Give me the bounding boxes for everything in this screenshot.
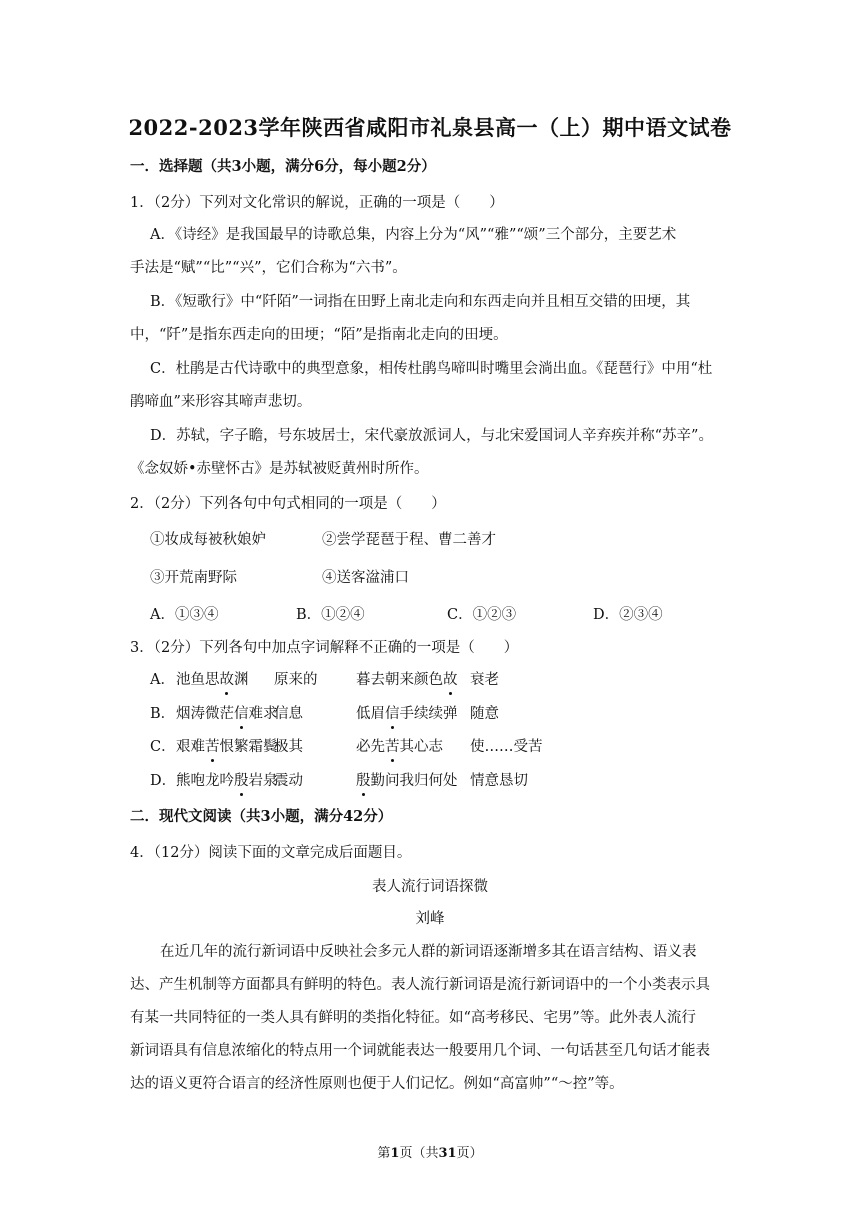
q3-explanation: 使……受苦 — [470, 739, 543, 755]
q3-option-b — [150, 704, 499, 724]
article-author: 刘峰 — [415, 911, 445, 927]
q3-option-d — [150, 771, 528, 791]
q3-explanation: 衰老 — [470, 672, 499, 688]
q3-dotted-char: 苦 — [385, 739, 400, 755]
q3-phrase-text: 渊 — [234, 672, 249, 688]
q3-phrase-text: 艰难 — [176, 739, 205, 755]
q2-sentence-2: ②尝学琵琶于程、曹二善才 — [322, 532, 496, 548]
footer-text: 页） — [456, 1146, 483, 1161]
q1-option-c-line2: 鹃啼血”来形容其啼声悲切。 — [130, 394, 312, 410]
q3-phrase-text: 低眉 — [356, 706, 385, 722]
article-paragraph-line: 新词语具有信息浓缩化的特点用一个词就能表达一般要用几个词、一句话甚至几句话才能表 — [130, 1043, 710, 1059]
q2-option-c: C．①②③ — [447, 607, 517, 623]
q3-explanation: 随意 — [470, 706, 499, 722]
q4-stem: 4．（12分）阅读下面的文章完成后面题目。 — [130, 845, 412, 861]
q3-dotted-char: 故 — [219, 672, 234, 688]
q2-sentence-4: ④送客湓浦口 — [322, 570, 409, 586]
article-paragraph-line: 达、产生机制等方面都具有鲜明的特色。表人流行新词语是流行新词语中的一个小类表示具 — [130, 977, 710, 993]
page-footer — [0, 1142, 860, 1161]
q3-option-a — [150, 670, 499, 690]
q3-phrase-text: 必先 — [356, 739, 385, 755]
q3-phrase-text: 手续续弹 — [399, 706, 458, 722]
q3-explanation: 极其 — [274, 739, 303, 755]
q3-option-c — [150, 737, 543, 757]
q3-option-letter: A． — [150, 672, 175, 688]
q1-option-a-line2: 手法是“赋”“比”“兴”，它们合称为“六书”。 — [130, 260, 407, 276]
q1-option-d-line2: 《念奴娇•赤壁怀古》是苏轼被贬黄州时所作。 — [130, 461, 429, 477]
q3-phrase-text: 池鱼思 — [176, 672, 220, 688]
q3-phrase-text: 恨繁霜鬓 — [219, 739, 278, 755]
q1-option-a-line1: A．《诗经》是我国最早的诗歌总集，内容上分为“风”“雅”“颂”三个部分，主要艺术 — [150, 227, 677, 243]
q3-stem: 3．（2分）下列各句中加点字词解释不正确的一项是（ ） — [130, 640, 519, 656]
q1-option-b-line2: 中，“阡”是指东西走向的田埂；“陌”是指南北走向的田埂。 — [130, 327, 508, 343]
q3-explanation: 情意恳切 — [470, 773, 528, 789]
q2-sentence-1: ①妆成每被秋娘妒 — [150, 532, 266, 548]
q1-option-c-line1: C．杜鹃是古代诗歌中的典型意象，相传杜鹃鸟啼叫时嘴里会淌出血。《琵琶行》中用“杜 — [150, 361, 713, 377]
q2-option-b: B．①②④ — [296, 607, 365, 623]
q3-phrase-text: 岩泉 — [248, 773, 278, 789]
q3-phrase-text: 勤问我归何处 — [370, 773, 458, 789]
q2-stem: 2．（2分）下列各句中句式相同的一项是（ ） — [130, 496, 446, 512]
q3-phrase-text: 难求 — [248, 706, 278, 722]
q3-phrase-text: 熊咆龙吟 — [176, 773, 234, 789]
footer-total-pages: 31 — [438, 1146, 457, 1161]
q3-phrase-text: 其心志 — [399, 739, 443, 755]
q2-sentence-3: ③开荒南野际 — [150, 570, 237, 586]
q2-option-d: D．②③④ — [593, 607, 663, 623]
footer-text: 页（共 — [399, 1146, 439, 1161]
q3-explanation: 信息 — [274, 706, 303, 722]
section1-heading: 一．选择题（共3小题，满分6分，每小题2分） — [130, 158, 436, 175]
article-paragraph-line: 达的语义更符合语言的经济性原则也便于人们记忆。例如“高富帅”“～控”等。 — [130, 1076, 624, 1092]
q1-stem: 1．（2分）下列对文化常识的解说，正确的一项是（ ） — [130, 195, 504, 211]
article-paragraph-line: 有某一共同特征的一类人具有鲜明的类指化特征。如“高考移民、宅男”等。此外表人流行 — [130, 1010, 696, 1026]
q1-option-d-line1: D．苏轼，字子瞻，号东坡居士，宋代豪放派词人，与北宋爱国词人辛弃疾并称“苏辛”。 — [150, 428, 713, 444]
q3-dotted-char: 信 — [234, 706, 249, 722]
page-title: 2022-2023学年陕西省咸阳市礼泉县高一（上）期中语文试卷 — [128, 115, 732, 140]
q3-dotted-char: 殷 — [356, 773, 371, 789]
footer-text: 第 — [377, 1146, 391, 1161]
article-paragraph-line: 在近几年的流行新词语中反映社会多元人群的新词语逐渐增多其在语言结构、语义表 — [160, 944, 697, 960]
q3-explanation: 原来的 — [274, 672, 318, 688]
q3-option-letter: B． — [150, 706, 176, 722]
q3-phrase-text: 暮去朝来颜色 — [356, 672, 443, 688]
footer-page-number: 1 — [390, 1146, 400, 1161]
q3-dotted-char: 殷 — [234, 773, 249, 789]
q3-option-letter: C． — [150, 739, 176, 755]
q3-option-letter: D． — [150, 773, 177, 789]
article-title: 表人流行词语探微 — [372, 879, 488, 895]
q3-dotted-char: 信 — [385, 706, 400, 722]
q2-option-a: A．①③④ — [150, 607, 219, 623]
section2-heading: 二．现代文阅读（共3小题，满分42分） — [130, 808, 393, 825]
q3-dotted-char: 苦 — [205, 739, 220, 755]
q3-explanation: 震动 — [274, 773, 303, 789]
q3-phrase-text: 烟涛微茫 — [176, 706, 234, 722]
q1-option-b-line1: B．《短歌行》中“阡陌”一词指在田野上南北走向和东西走向并且相互交错的田埂，其 — [150, 294, 691, 310]
q3-dotted-char: 故 — [443, 672, 458, 688]
